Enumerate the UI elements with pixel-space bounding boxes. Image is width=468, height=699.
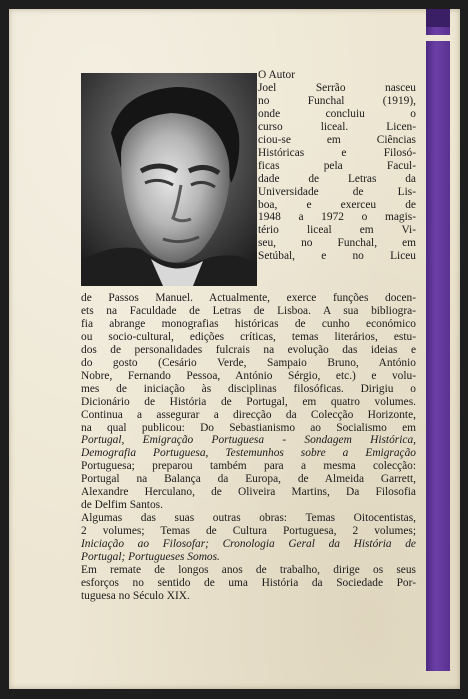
- body-line: Em remate de longos anos de trabalho, dirige os seus: [81, 564, 416, 577]
- body-line: esforços no sentido de uma História da Sociedade Por-: [81, 576, 416, 589]
- body-line: mes de iniciação às disciplinas filosóficas. Dirigiu o: [81, 382, 416, 395]
- author-biography-text: [81, 292, 416, 603]
- body-line: Dicionário de História de Portugal, em quatro volumes.: [81, 395, 416, 408]
- body-line: Algumas das suas outras obras: Temas Oitocentistas,: [81, 512, 416, 525]
- body-line: dos de personalidades fulcrais na evolução das ideias e: [81, 343, 416, 356]
- side-line: no Funchal (1919),: [258, 94, 416, 107]
- spine-stripe-top-band: [426, 9, 450, 27]
- side-line: ficas pela Facul-: [258, 159, 416, 172]
- side-line: seu, no Funchal, em: [258, 237, 416, 250]
- side-line: Universidade de Lis-: [258, 185, 416, 198]
- side-line: dade de Letras da: [258, 172, 416, 185]
- body-line: Demografia Portuguesa, Testemunhos sobre a Emigração: [81, 447, 416, 460]
- side-line: tério liceal em Vi-: [258, 224, 416, 237]
- body-line: Nobre, Fernando Pessoa, António Sérgio, etc.) e volu-: [81, 369, 416, 382]
- body-line: 2 volumes; Temas de Cultura Portuguesa, 2 volumes;: [81, 525, 416, 538]
- body-line: Iniciação ao Filosofar; Cronologia Geral da História de: [81, 538, 416, 551]
- body-line: de Delfim Santos.: [81, 499, 163, 512]
- spine-stripe-gap: [426, 35, 450, 41]
- body-line: Portugal, Emigração Portuguesa - Sondagem Histórica,: [81, 434, 416, 447]
- side-line: boa, e exerceu de: [258, 198, 416, 211]
- body-line: Portuguesa; preparou também para a mesma colecção:: [81, 460, 416, 473]
- body-line: ou socio-cultural, edições críticas, temas literários, estu-: [81, 330, 416, 343]
- body-line: Continua a assegurar a direcção da Colecção Horizonte,: [81, 408, 416, 421]
- side-line: onde concluiu o: [258, 107, 416, 120]
- side-line: Históricas e Filosó-: [258, 146, 416, 159]
- body-line: na qual publicou: Do Sebastianismo ao Socialismo em: [81, 421, 416, 434]
- side-line: Joel Serrão nasceu: [258, 81, 416, 94]
- purple-spine-stripe: [426, 9, 450, 671]
- body-line: Portugal na Balança da Europa, de Almeida Garrett,: [81, 473, 416, 486]
- book-back-cover: [9, 9, 460, 689]
- author-portrait-photo: [81, 73, 257, 286]
- side-line: curso liceal. Licen-: [258, 120, 416, 133]
- body-line: do gosto (Cesário Verde, Sampaio Bruno, António: [81, 356, 416, 369]
- body-line: tuguesa no Século XIX.: [81, 589, 190, 602]
- side-line: O Autor: [258, 69, 296, 81]
- body-line: Portugal; Portugueses Somos.: [81, 551, 220, 564]
- author-intro-column: [258, 69, 416, 263]
- body-line: Alexandre Herculano, de Oliveira Martins, Da Filosofia: [81, 486, 416, 499]
- side-line: ciou-se em Ciências: [258, 133, 416, 146]
- side-line: Setúbal, e no Liceu: [258, 250, 416, 263]
- portrait-illustration: [81, 73, 257, 286]
- body-line: de Passos Manuel. Actualmente, exerce funções docen-: [81, 292, 416, 304]
- body-line: ets na Faculdade de Letras de Lisboa. A sua bibliogra-: [81, 304, 416, 317]
- side-line: 1948 a 1972 o magis-: [258, 211, 416, 224]
- body-line: fia abrange monografias históricas de cunho económico: [81, 317, 416, 330]
